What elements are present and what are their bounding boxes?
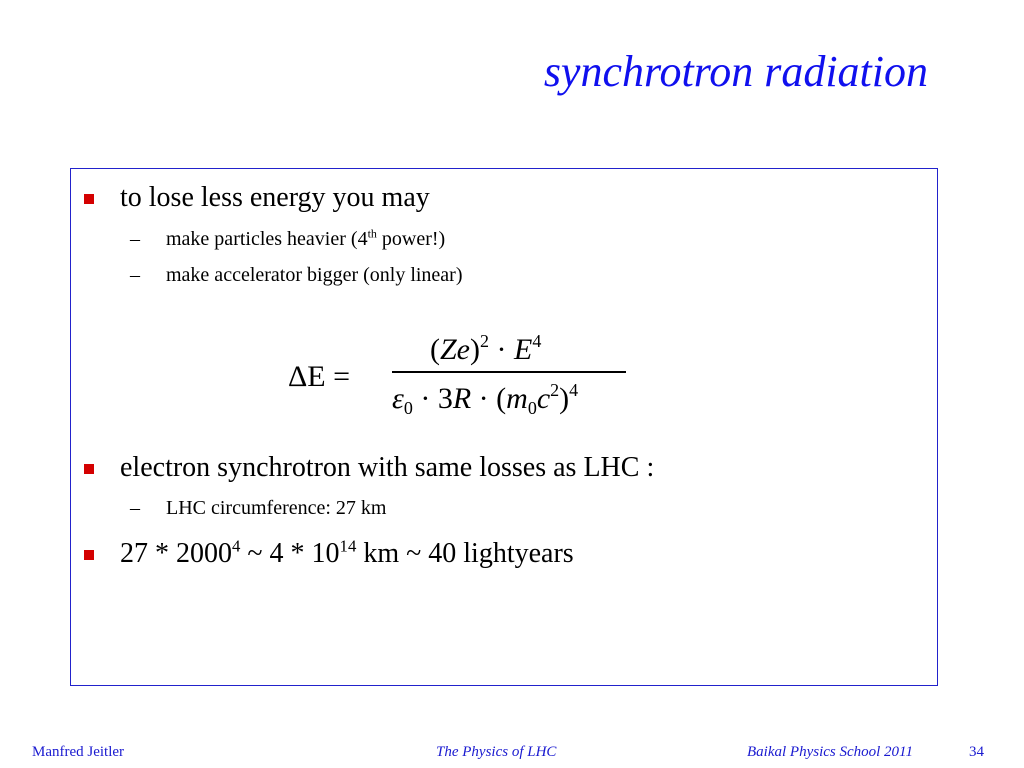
bullet-square-icon — [84, 464, 94, 474]
bullet-text: to lose less energy you may — [120, 182, 430, 213]
sub-item-text: make particles heavier (4th power!) — [166, 226, 446, 250]
svg-text:ε0 · 3R · (m0c2)4: $\varepsilon_0 \cdot 3R \cdot (m_0c^2)^4$ — [392, 380, 579, 418]
sub-item-text: LHC circumference: 27 km — [166, 497, 387, 519]
svg-text:ΔE =: ΔE = — [288, 360, 351, 393]
energy-loss-formula — [288, 326, 628, 418]
page-number: 34 — [969, 744, 984, 760]
sub-item-text: make accelerator bigger (only linear) — [166, 264, 463, 286]
bullet-square-icon — [84, 194, 94, 204]
slide-title: synchrotron radiation — [543, 47, 928, 96]
dash-icon: – — [130, 264, 140, 286]
footer-course: The Physics of LHC — [436, 744, 557, 760]
footer-author: Manfred Jeitler — [32, 744, 125, 760]
dash-icon: – — [130, 228, 140, 250]
bullet-text: 27 * 2000$^4$ ~ $4 * 10^{14}$ km ~ 40 lightyears — [120, 536, 574, 569]
footer-event: Baikal Physics School 2011 — [747, 744, 913, 760]
svg-text:(Ze)2 · E4: $(Ze)^2 \cdot E^4$ — [430, 331, 542, 366]
bullet-text: electron synchrotron with same losses as LHC : — [120, 452, 655, 483]
bullet-square-icon — [84, 550, 94, 560]
dash-icon: – — [130, 497, 140, 519]
